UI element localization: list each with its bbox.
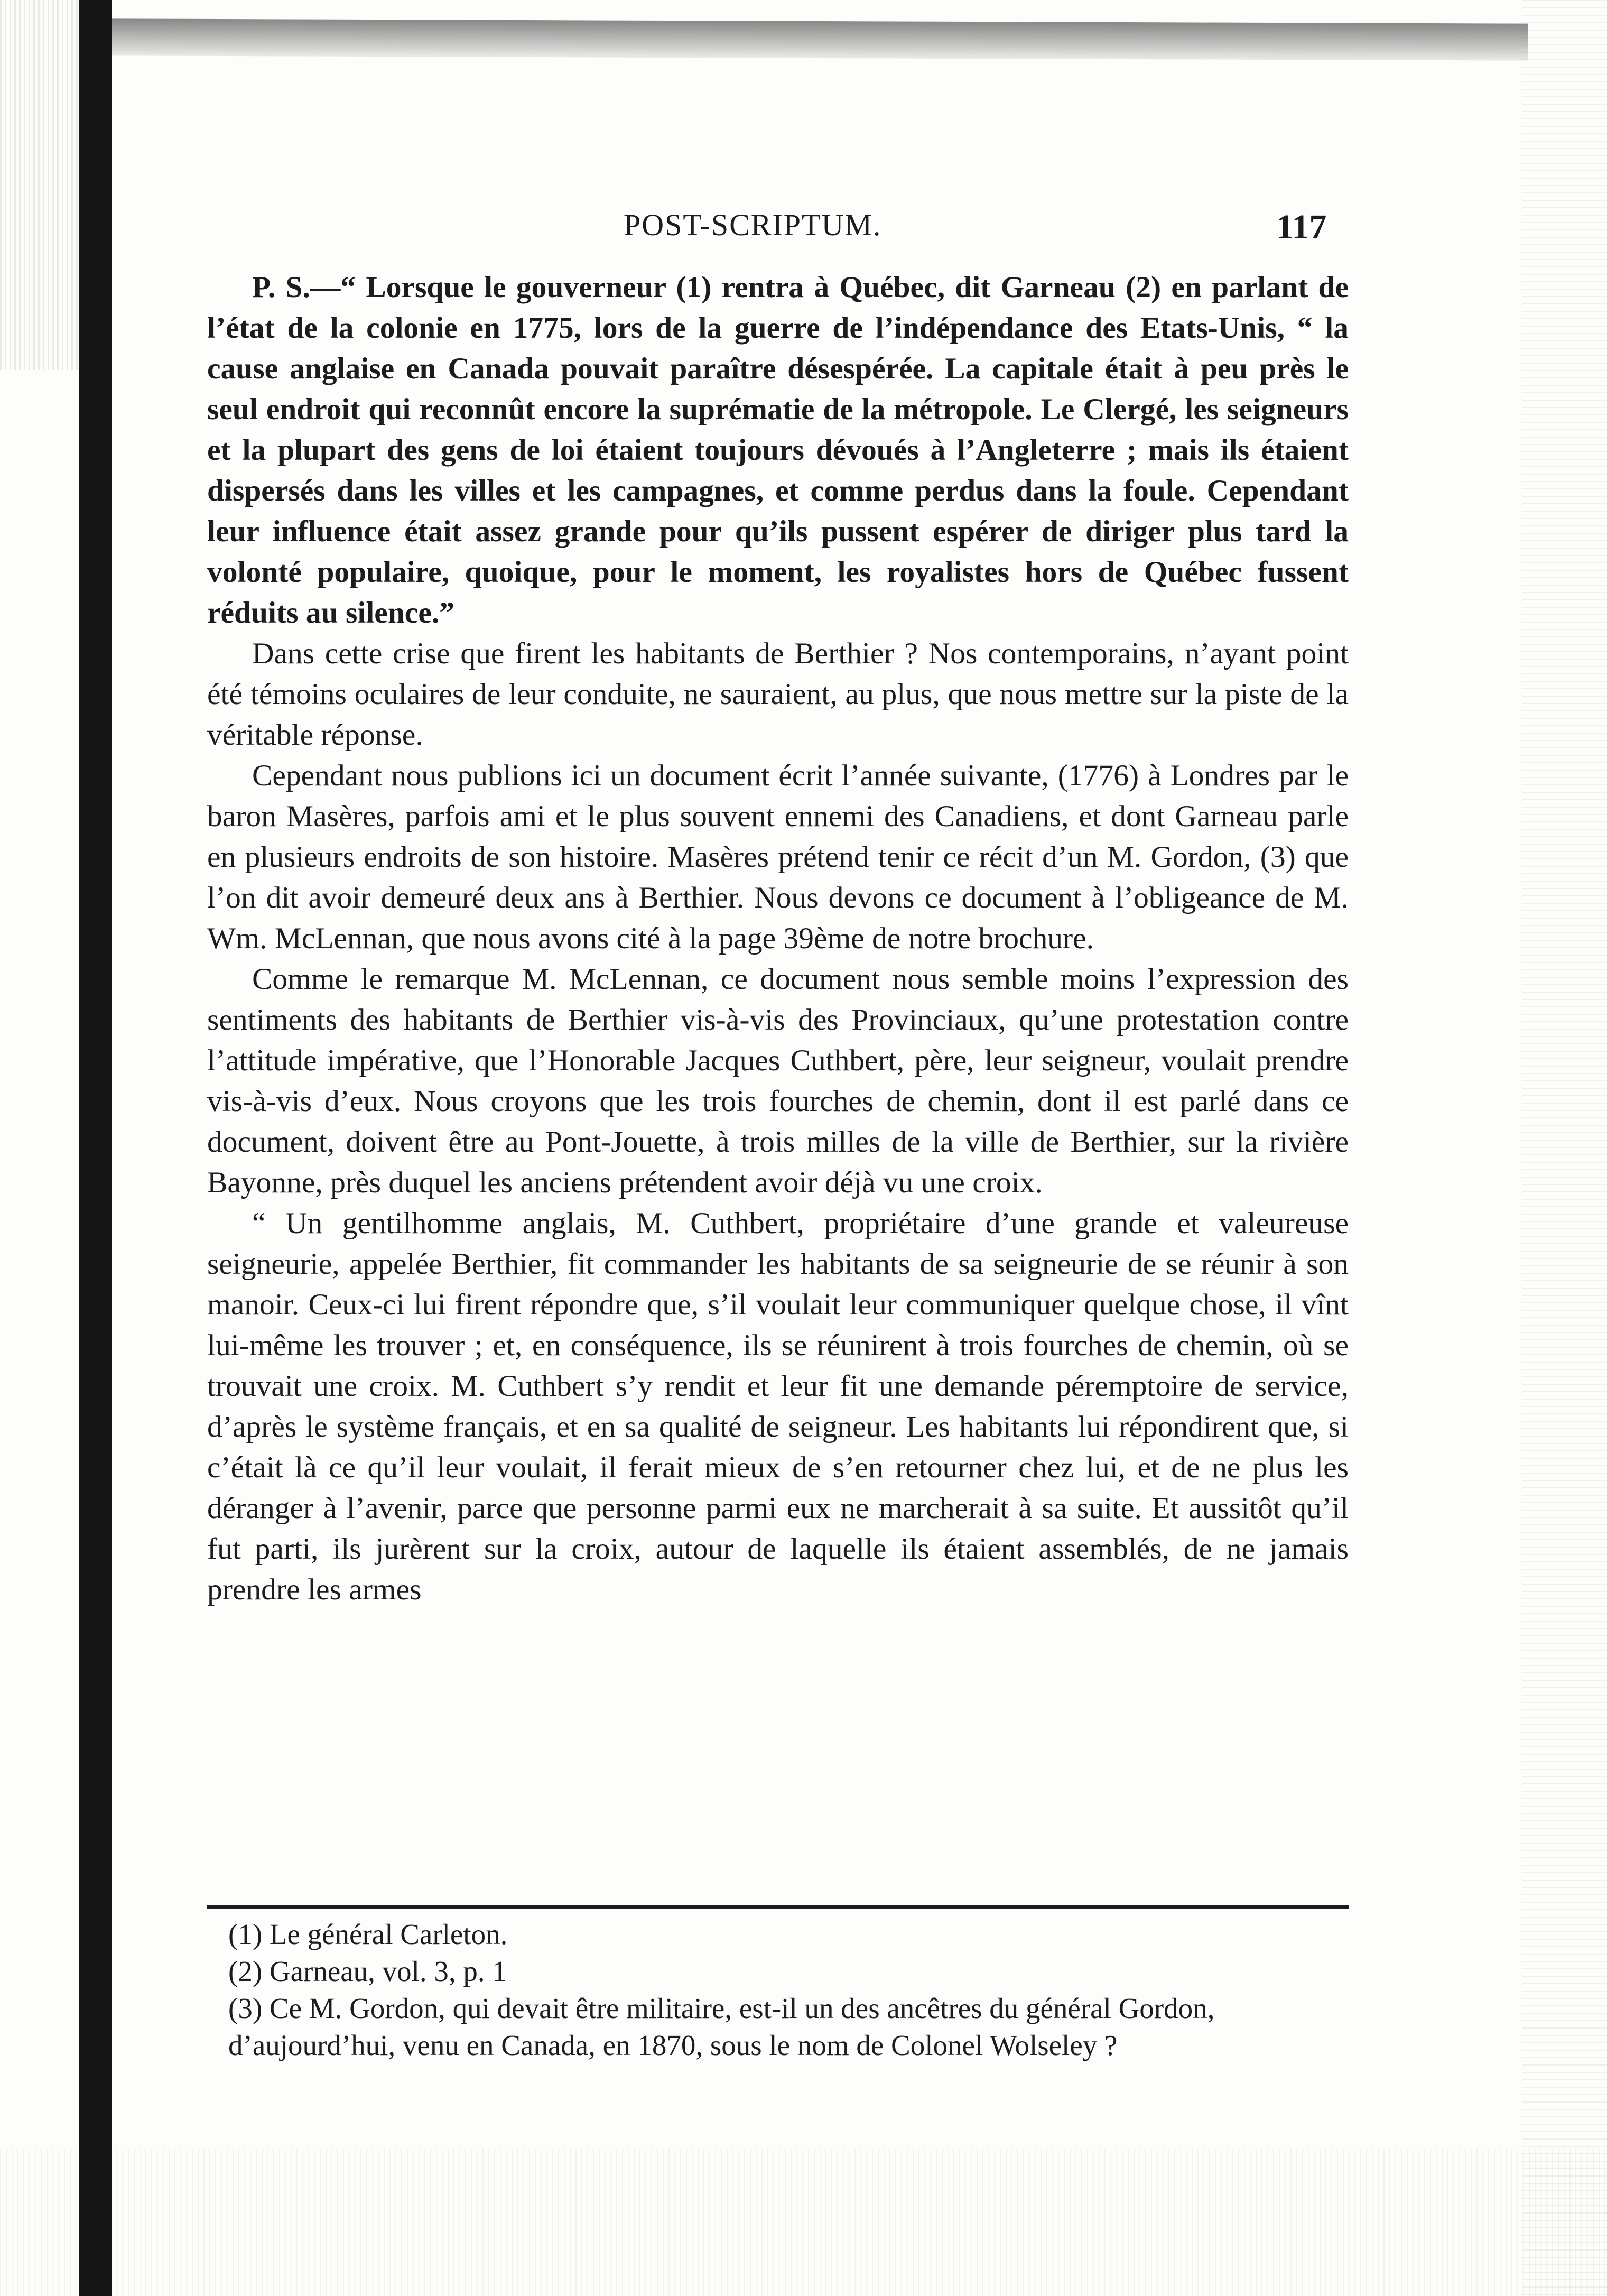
scan-binding-shadow	[79, 0, 112, 2296]
paragraph-maseres-document: Cependant nous publions ici un document écrit l’année suivante, (1776) à Londres par le baron Masères, parfois ami et le plus souvent ennemi des Canadiens, et dont Garneau parle en plusieurs endroits de son histoire. Masères prétend tenir ce récit d’un M. Gordon, (3) que l’on dit avoir demeuré deux ans à Berthier. Nous devons ce document à l’obligeance de M. Wm. McLennan, que nous avons cité à la page 39ème de notre brochure.	[207, 759, 1349, 955]
paragraph-berthier-question: Dans cette crise que firent les habitants de Berthier ? Nos contemporains, n’ayant point été témoins oculaires de leur conduite, ne sauraient, au plus, que nous mettre sur la piste de la véritable réponse.	[207, 637, 1349, 752]
scan-noise-bottom	[0, 2148, 1607, 2296]
footnote-3: (3) Ce M. Gordon, qui devait être militaire, est-il un des ancêtres du général Gordon, d’aujourd’hui, venu en Canada, en 1870, sous le nom de Colonel Wolseley ?	[228, 1992, 1215, 2061]
scan-top-shadow	[112, 18, 1528, 60]
footnote-1: (1) Le général Carleton.	[228, 1918, 508, 1950]
scan-noise-left	[0, 0, 79, 370]
paragraph-mclennan-remark: Comme le remarque M. McLennan, ce document nous semble moins l’expression des sentiments des habitants de Berthier vis-à-vis des Provinciaux, qu’une protestation contre l’attitude impérative, que l’Honorable Jacques Cuthbert, père, leur seigneur, voulait prendre vis-à-vis d’eux. Nous croyons que les trois fourches de chemin, dont il est parlé dans ce document, doivent être au Pont-Jouette, à trois milles de la ville de Berthier, sur la rivière Bayonne, près duquel les anciens prétendent avoir déjà vu une croix.	[207, 962, 1349, 1199]
paragraph-garneau-quote: P. S.—“ Lorsque le gouverneur (1) rentra à Québec, dit Garneau (2) en parlant de l’état de la colonie en 1775, lors de la guerre de l’indépendance des Etats-Unis, “ la cause anglaise en Canada pouvait paraître désespérée. La capitale était à peu près le seul endroit qui reconnût encore la suprématie de la métropole. Le Clergé, les seigneurs et la plupart des gens de loi étaient toujours dévoués à l’Angleterre ; mais ils étaient dispersés dans les villes et les campagnes, et comme perdus dans la foule. Cependant leur influence était assez grande pour qu’ils pussent espérer de diriger plus tard la volonté populaire, quoique, pour le moment, les royalistes hors de Québec fussent réduits au silence.”	[207, 271, 1349, 629]
footnote-rule	[207, 1905, 1349, 1909]
footnotes	[207, 1916, 1349, 2064]
paragraph-cuthbert-account: “ Un gentilhomme anglais, M. Cuthbert, propriétaire d’une grande et valeureuse seigneurie, appelée Berthier, fit commander les habitants de sa seigneurie de se réunir à son manoir. Ceux-ci lui firent répondre que, s’il voulait leur communiquer quelque chose, il vînt lui-même les trouver ; et, en conséquence, ils se réunirent à trois fourches de chemin, où se trouvait une croix. M. Cuthbert s’y rendit et leur fit une demande péremptoire de service, d’après le système français, et en sa qualité de seigneur. Les habitants lui répondirent que, si c’était là ce qu’il leur voulait, il ferait mieux de s’en retourner chez lui, et de ne plus les déranger à l’avenir, parce que personne parmi eux ne marcherait à sa suite. Et aussitôt qu’il fut parti, ils jurèrent sur la croix, autour de laquelle ils étaient assemblés, de ne jamais prendre les armes	[207, 1207, 1349, 1606]
running-title: POST-SCRIPTUM.	[624, 208, 882, 242]
page-number: 117	[1276, 208, 1327, 246]
footnote-2: (2) Garneau, vol. 3, p. 1	[228, 1955, 507, 1987]
scan-noise-right	[1522, 0, 1607, 2296]
main-text-column	[207, 267, 1349, 1610]
